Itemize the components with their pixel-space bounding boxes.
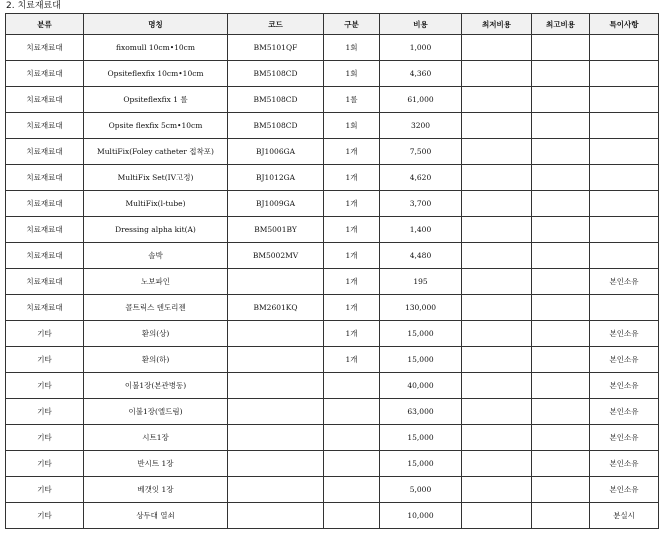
cell-name: fixomull 10cm•10cm xyxy=(84,35,228,61)
cell-min-cost xyxy=(462,477,532,503)
cell-unit: 1개 xyxy=(324,295,380,321)
cell-cost: 4,480 xyxy=(380,243,462,269)
cell-note: 본인소유 xyxy=(590,321,659,347)
cell-max-cost xyxy=(532,451,590,477)
cell-unit: 1개 xyxy=(324,217,380,243)
cell-code: BM5101QF xyxy=(228,35,324,61)
header-max-cost: 최고비용 xyxy=(532,14,590,35)
cell-unit xyxy=(324,503,380,529)
cell-min-cost xyxy=(462,269,532,295)
cell-code xyxy=(228,373,324,399)
cell-code: BM5001BY xyxy=(228,217,324,243)
cell-max-cost xyxy=(532,399,590,425)
treatment-material-cost-table xyxy=(5,13,659,529)
cell-code: BM5108CD xyxy=(228,61,324,87)
cell-category: 치료재료대 xyxy=(6,243,84,269)
cell-category: 치료재료대 xyxy=(6,87,84,113)
cell-note: 본인소유 xyxy=(590,425,659,451)
cell-min-cost xyxy=(462,347,532,373)
cell-cost: 5,000 xyxy=(380,477,462,503)
cell-unit: 1개 xyxy=(324,139,380,165)
cell-min-cost xyxy=(462,217,532,243)
cell-name: 노보파인 xyxy=(84,269,228,295)
cell-unit xyxy=(324,451,380,477)
cell-category: 치료재료대 xyxy=(6,113,84,139)
cell-category: 치료재료대 xyxy=(6,191,84,217)
cell-note: 본인소유 xyxy=(590,477,659,503)
table-row xyxy=(6,191,659,217)
cell-note xyxy=(590,61,659,87)
cell-cost: 3,700 xyxy=(380,191,462,217)
cell-cost: 195 xyxy=(380,269,462,295)
cell-cost: 10,000 xyxy=(380,503,462,529)
header-unit: 구분 xyxy=(324,14,380,35)
cell-name: 시트1장 xyxy=(84,425,228,451)
cell-max-cost xyxy=(532,61,590,87)
cell-code xyxy=(228,477,324,503)
cell-max-cost xyxy=(532,503,590,529)
cell-max-cost xyxy=(532,35,590,61)
table-row xyxy=(6,373,659,399)
cell-cost: 40,000 xyxy=(380,373,462,399)
cell-code xyxy=(228,425,324,451)
cell-cost: 15,000 xyxy=(380,451,462,477)
cell-unit xyxy=(324,373,380,399)
cell-cost: 4,620 xyxy=(380,165,462,191)
cell-min-cost xyxy=(462,35,532,61)
cell-category: 치료재료대 xyxy=(6,295,84,321)
cell-unit: 1개 xyxy=(324,165,380,191)
cell-cost: 15,000 xyxy=(380,347,462,373)
cell-cost: 4,360 xyxy=(380,61,462,87)
cell-cost: 3200 xyxy=(380,113,462,139)
cell-min-cost xyxy=(462,321,532,347)
cell-max-cost xyxy=(532,165,590,191)
cell-note: 본인소유 xyxy=(590,373,659,399)
cell-name: Opsiteflexfix 1 롤 xyxy=(84,87,228,113)
cell-category: 치료재료대 xyxy=(6,217,84,243)
table-row xyxy=(6,503,659,529)
cell-min-cost xyxy=(462,139,532,165)
cell-unit: 1개 xyxy=(324,321,380,347)
cell-min-cost xyxy=(462,451,532,477)
cell-unit xyxy=(324,425,380,451)
header-category: 분류 xyxy=(6,14,84,35)
cell-min-cost xyxy=(462,191,532,217)
cell-unit: 1회 xyxy=(324,35,380,61)
cell-name: 솔박 xyxy=(84,243,228,269)
header-cost: 비용 xyxy=(380,14,462,35)
cell-name: Opsiteflexfix 10cm•10cm xyxy=(84,61,228,87)
cell-code xyxy=(228,321,324,347)
cell-unit: 1롤 xyxy=(324,87,380,113)
cell-note: 본인소유 xyxy=(590,269,659,295)
cell-category: 기타 xyxy=(6,347,84,373)
cell-category: 치료재료대 xyxy=(6,35,84,61)
cell-unit xyxy=(324,477,380,503)
cell-min-cost xyxy=(462,243,532,269)
cell-cost: 1,000 xyxy=(380,35,462,61)
table-row xyxy=(6,425,659,451)
cell-name: Opsite flexfix 5cm•10cm xyxy=(84,113,228,139)
cell-category: 기타 xyxy=(6,451,84,477)
cell-cost: 130,000 xyxy=(380,295,462,321)
cell-min-cost xyxy=(462,373,532,399)
cell-note xyxy=(590,295,659,321)
cell-category: 기타 xyxy=(6,425,84,451)
cell-name: MultiFix Set(IV고정) xyxy=(84,165,228,191)
table-row xyxy=(6,347,659,373)
cell-max-cost xyxy=(532,191,590,217)
cell-min-cost xyxy=(462,165,532,191)
cell-category: 치료재료대 xyxy=(6,165,84,191)
cell-min-cost xyxy=(462,113,532,139)
cell-code: BJ1012GA xyxy=(228,165,324,191)
header-name: 명칭 xyxy=(84,14,228,35)
cell-cost: 63,000 xyxy=(380,399,462,425)
cell-min-cost xyxy=(462,295,532,321)
table-row xyxy=(6,113,659,139)
table-row xyxy=(6,87,659,113)
header-min-cost: 최저비용 xyxy=(462,14,532,35)
cell-category: 기타 xyxy=(6,321,84,347)
cell-max-cost xyxy=(532,217,590,243)
cell-name: MultiFix(Foley catheter 접착포) xyxy=(84,139,228,165)
cell-note: 본인소유 xyxy=(590,451,659,477)
table-header-row xyxy=(6,14,659,35)
table-row xyxy=(6,61,659,87)
cell-min-cost xyxy=(462,87,532,113)
cell-code xyxy=(228,451,324,477)
table-row xyxy=(6,217,659,243)
cell-note xyxy=(590,165,659,191)
cell-max-cost xyxy=(532,113,590,139)
cell-note: 본인소유 xyxy=(590,399,659,425)
cell-name: 이불1장(엘드림) xyxy=(84,399,228,425)
table-row xyxy=(6,451,659,477)
cell-name: Dressing alpha kit(A) xyxy=(84,217,228,243)
cell-note xyxy=(590,243,659,269)
cell-code: BM5108CD xyxy=(228,87,324,113)
cell-max-cost xyxy=(532,139,590,165)
table-row xyxy=(6,477,659,503)
cell-note xyxy=(590,87,659,113)
cell-name: 베갯잇 1장 xyxy=(84,477,228,503)
cell-max-cost xyxy=(532,87,590,113)
table-row xyxy=(6,269,659,295)
cell-note xyxy=(590,139,659,165)
table-row xyxy=(6,321,659,347)
cell-unit: 1개 xyxy=(324,269,380,295)
header-note: 특이사항 xyxy=(590,14,659,35)
cell-name: 콜트릭스 덴도리젠 xyxy=(84,295,228,321)
cell-max-cost xyxy=(532,347,590,373)
cell-unit: 1개 xyxy=(324,347,380,373)
cell-code: BM2601KQ xyxy=(228,295,324,321)
cell-note xyxy=(590,35,659,61)
cell-name: MultiFix(l-tube) xyxy=(84,191,228,217)
cell-code xyxy=(228,269,324,295)
cell-category: 기타 xyxy=(6,503,84,529)
cell-code xyxy=(228,347,324,373)
cell-code: BJ1009GA xyxy=(228,191,324,217)
cell-name: 이불1장(본관병동) xyxy=(84,373,228,399)
cell-note xyxy=(590,217,659,243)
table-row xyxy=(6,295,659,321)
cell-unit: 1회 xyxy=(324,113,380,139)
cell-max-cost xyxy=(532,295,590,321)
cell-min-cost xyxy=(462,399,532,425)
cell-min-cost xyxy=(462,61,532,87)
table-row xyxy=(6,139,659,165)
cell-max-cost xyxy=(532,425,590,451)
table-row xyxy=(6,35,659,61)
cell-category: 기타 xyxy=(6,399,84,425)
cell-category: 기타 xyxy=(6,373,84,399)
cell-max-cost xyxy=(532,477,590,503)
cell-code: BM5002MV xyxy=(228,243,324,269)
cell-unit: 1개 xyxy=(324,243,380,269)
cell-code xyxy=(228,399,324,425)
table-body xyxy=(6,35,659,529)
cell-code xyxy=(228,503,324,529)
cell-unit: 1개 xyxy=(324,191,380,217)
cell-code: BJ1006GA xyxy=(228,139,324,165)
cell-category: 치료재료대 xyxy=(6,139,84,165)
header-code: 코드 xyxy=(228,14,324,35)
cell-max-cost xyxy=(532,269,590,295)
cell-cost: 61,000 xyxy=(380,87,462,113)
section-title: 2. 치료재료대 xyxy=(6,1,61,11)
cell-name: 반시트 1장 xyxy=(84,451,228,477)
cell-category: 기타 xyxy=(6,477,84,503)
cell-cost: 1,400 xyxy=(380,217,462,243)
cell-note xyxy=(590,113,659,139)
cell-name: 상두대 열쇠 xyxy=(84,503,228,529)
cell-min-cost xyxy=(462,503,532,529)
cell-cost: 7,500 xyxy=(380,139,462,165)
table-row xyxy=(6,399,659,425)
cell-min-cost xyxy=(462,425,532,451)
cell-unit xyxy=(324,399,380,425)
cell-category: 치료재료대 xyxy=(6,61,84,87)
cell-unit: 1회 xyxy=(324,61,380,87)
cell-name: 환의(하) xyxy=(84,347,228,373)
cell-name: 환의(상) xyxy=(84,321,228,347)
cell-note xyxy=(590,191,659,217)
cell-max-cost xyxy=(532,243,590,269)
cell-max-cost xyxy=(532,373,590,399)
cell-cost: 15,000 xyxy=(380,425,462,451)
cell-code: BM5108CD xyxy=(228,113,324,139)
cell-note: 분실시 xyxy=(590,503,659,529)
cell-note: 본인소유 xyxy=(590,347,659,373)
cell-max-cost xyxy=(532,321,590,347)
table-row xyxy=(6,243,659,269)
cell-category: 치료재료대 xyxy=(6,269,84,295)
table-row xyxy=(6,165,659,191)
cell-cost: 15,000 xyxy=(380,321,462,347)
